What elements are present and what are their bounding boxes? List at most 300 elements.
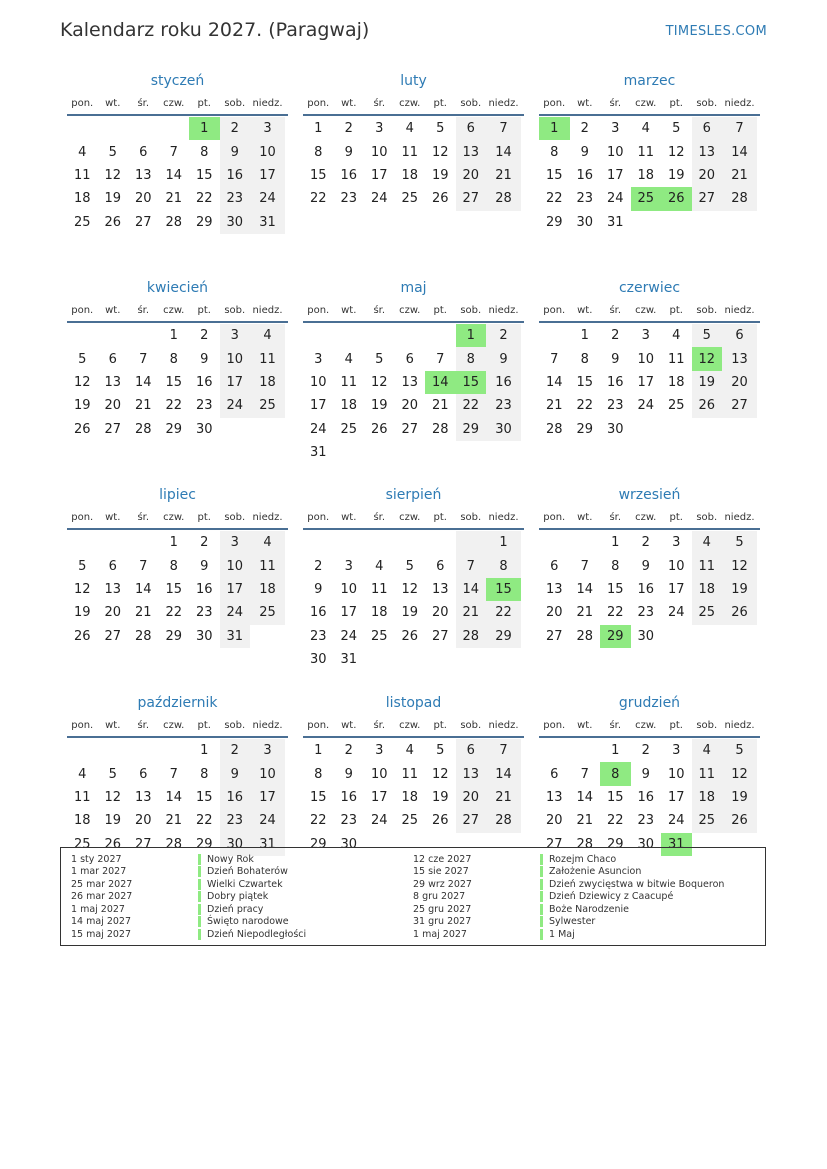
holiday-marker-icon	[198, 929, 201, 940]
empty-cell	[364, 531, 395, 554]
empty-cell	[67, 531, 98, 554]
weekday-label: wt.	[105, 98, 121, 109]
weekday-label: sob.	[224, 98, 246, 109]
day-cell: 20	[134, 813, 152, 829]
weekday-label: wt.	[341, 305, 357, 316]
month-name: grudzień	[618, 695, 681, 711]
day-cell: 30	[486, 418, 521, 441]
day-cell: 17	[637, 374, 655, 390]
weekday-label: sob.	[696, 98, 718, 109]
day-cell: 3	[250, 117, 285, 140]
weekday-label: pon.	[543, 98, 566, 109]
day-cell: 12	[104, 167, 122, 183]
weekday-label: wt.	[105, 720, 121, 731]
day-cell: 3	[344, 558, 353, 574]
day-cell: 16	[195, 374, 213, 390]
weekday-label: śr.	[609, 305, 622, 316]
day-cell: 19	[104, 813, 122, 829]
day-cell: 29	[195, 836, 213, 852]
month-name: wrzesień	[618, 487, 681, 503]
day-cell: 30	[309, 652, 327, 668]
day-cell: 26	[370, 421, 388, 437]
day-cell: 6	[108, 558, 117, 574]
day-cell: 29	[486, 625, 521, 648]
day-cell: 3	[220, 531, 251, 554]
day-cell: 22	[165, 398, 183, 414]
legend-item	[413, 853, 755, 866]
empty-cell	[67, 117, 98, 140]
day-cell: 27	[456, 809, 487, 832]
day-cell: 23	[576, 191, 594, 207]
day-cell: 26	[73, 628, 91, 644]
day-cell: 5	[405, 558, 414, 574]
legend-column-left	[71, 853, 413, 945]
day-cell: 25	[370, 628, 388, 644]
legend-item	[413, 903, 755, 916]
day-cell: 4	[344, 351, 353, 367]
day-cell: 1	[611, 535, 620, 551]
empty-cell	[334, 441, 365, 464]
day-cell: 25	[631, 187, 662, 210]
day-cell: 22	[606, 813, 624, 829]
day-cell: 30	[637, 836, 655, 852]
day-cell: 12	[73, 581, 91, 597]
day-cell: 16	[576, 167, 594, 183]
day-cell: 11	[250, 347, 285, 370]
weekday-label: pon.	[307, 512, 330, 523]
day-cell: 8	[600, 762, 631, 785]
empty-cell	[303, 531, 334, 554]
legend-item	[71, 928, 413, 941]
holiday-marker-icon	[540, 866, 543, 877]
empty-cell	[128, 117, 159, 140]
weekday-label: pon.	[307, 305, 330, 316]
day-cell: 3	[375, 743, 384, 759]
empty-cell	[395, 531, 426, 554]
weekday-label: pt.	[669, 305, 683, 316]
day-cell: 27	[134, 836, 152, 852]
day-cell: 12	[401, 581, 419, 597]
day-cell: 13	[104, 374, 122, 390]
day-cell: 30	[195, 421, 213, 437]
day-cell: 4	[78, 766, 87, 782]
day-cell: 12	[722, 554, 757, 577]
day-cell: 3	[314, 351, 323, 367]
holiday-date: 25 gru 2027	[413, 903, 472, 915]
day-grid	[303, 324, 524, 464]
day-cell: 18	[637, 167, 655, 183]
empty-cell	[128, 324, 159, 347]
weekday-label: czw.	[635, 98, 657, 109]
holiday-marker-icon	[198, 916, 201, 927]
empty-cell	[661, 418, 692, 441]
day-cell: 20	[431, 605, 449, 621]
day-cell: 1	[314, 121, 323, 137]
day-cell: 4	[692, 739, 723, 762]
weekday-label: niedz.	[252, 98, 283, 109]
day-cell: 28	[134, 421, 152, 437]
weekday-label: śr.	[137, 512, 150, 523]
day-cell: 30	[340, 836, 358, 852]
weekday-label: niedz.	[488, 720, 519, 731]
day-cell: 9	[220, 140, 251, 163]
day-grid	[303, 739, 524, 856]
day-cell: 14	[165, 789, 183, 805]
day-cell: 8	[611, 558, 620, 574]
day-cell: 14	[486, 762, 521, 785]
day-cell: 18	[73, 191, 91, 207]
day-cell: 12	[370, 374, 388, 390]
weekday-label: pt.	[669, 720, 683, 731]
empty-cell	[395, 648, 426, 671]
day-cell: 20	[401, 398, 419, 414]
day-cell: 3	[672, 535, 681, 551]
day-cell: 24	[370, 813, 388, 829]
weekday-label: czw.	[635, 720, 657, 731]
day-cell: 7	[169, 144, 178, 160]
day-cell: 18	[340, 398, 358, 414]
empty-cell	[364, 648, 395, 671]
day-cell: 23	[637, 813, 655, 829]
day-cell: 20	[104, 605, 122, 621]
month-name: lipiec	[159, 487, 196, 503]
empty-cell	[128, 739, 159, 762]
day-cell: 25	[250, 601, 285, 624]
holiday-date: 1 maj 2027	[413, 928, 467, 940]
day-cell: 4	[641, 121, 650, 137]
weekday-label: pt.	[197, 98, 211, 109]
weekday-label: pon.	[543, 305, 566, 316]
weekday-label: niedz.	[252, 512, 283, 523]
empty-cell	[364, 324, 395, 347]
weekday-label: śr.	[609, 720, 622, 731]
day-cell: 28	[165, 836, 183, 852]
day-cell: 24	[220, 394, 251, 417]
day-cell: 20	[104, 398, 122, 414]
day-cell: 9	[200, 558, 209, 574]
day-cell: 22	[195, 813, 213, 829]
weekday-label: wt.	[105, 305, 121, 316]
day-cell: 18	[401, 167, 419, 183]
day-cell: 11	[401, 144, 419, 160]
day-cell: 26	[401, 628, 419, 644]
day-cell: 16	[637, 581, 655, 597]
holiday-date: 1 sty 2027	[71, 853, 122, 865]
empty-cell	[303, 324, 334, 347]
day-cell: 9	[200, 351, 209, 367]
day-cell: 28	[134, 628, 152, 644]
day-cell: 8	[200, 766, 209, 782]
weekday-label: pt.	[197, 720, 211, 731]
day-cell: 17	[370, 167, 388, 183]
weekday-label: pon.	[71, 512, 94, 523]
day-cell: 12	[431, 766, 449, 782]
weekday-label: wt.	[341, 512, 357, 523]
empty-cell	[539, 531, 570, 554]
day-cell: 16	[309, 605, 327, 621]
day-cell: 12	[722, 762, 757, 785]
day-cell: 15	[456, 371, 487, 394]
weekday-label: wt.	[341, 98, 357, 109]
day-cell: 21	[576, 605, 594, 621]
day-cell: 22	[309, 813, 327, 829]
holiday-marker-icon	[540, 854, 543, 865]
day-cell: 3	[641, 328, 650, 344]
day-cell: 25	[692, 809, 723, 832]
holiday-name: Rozejm Chaco	[549, 853, 617, 865]
day-cell: 15	[165, 581, 183, 597]
day-cell: 19	[104, 191, 122, 207]
day-cell: 19	[370, 398, 388, 414]
empty-cell	[334, 531, 365, 554]
weekday-label: czw.	[399, 512, 421, 523]
day-cell: 25	[401, 191, 419, 207]
holiday-date: 1 mar 2027	[71, 866, 127, 878]
day-cell: 14	[545, 374, 563, 390]
legend-item	[413, 928, 755, 941]
empty-cell	[661, 625, 692, 648]
day-cell: 6	[456, 117, 487, 140]
day-cell: 1	[580, 328, 589, 344]
day-cell: 5	[722, 531, 757, 554]
day-cell: 5	[692, 324, 723, 347]
day-cell: 15	[165, 374, 183, 390]
day-cell: 30	[576, 214, 594, 230]
day-cell: 1	[456, 324, 487, 347]
empty-cell	[456, 531, 487, 554]
day-cell: 6	[456, 739, 487, 762]
holiday-legend	[60, 847, 766, 946]
weekday-label: pon.	[71, 98, 94, 109]
holiday-marker-icon	[540, 891, 543, 902]
day-cell: 29	[165, 421, 183, 437]
site-link[interactable]: TIMESLES.COM	[665, 24, 767, 39]
day-cell: 29	[309, 836, 327, 852]
day-cell: 12	[431, 144, 449, 160]
day-cell: 22	[456, 394, 487, 417]
day-cell: 2	[641, 743, 650, 759]
day-cell: 19	[692, 371, 723, 394]
day-cell: 19	[431, 167, 449, 183]
day-cell: 21	[722, 164, 757, 187]
day-cell: 27	[456, 187, 487, 210]
day-cell: 9	[344, 144, 353, 160]
day-cell: 8	[200, 144, 209, 160]
day-cell: 21	[576, 813, 594, 829]
empty-cell	[570, 739, 601, 762]
empty-cell	[159, 117, 190, 140]
day-cell: 28	[486, 809, 521, 832]
holiday-date: 14 maj 2027	[71, 916, 132, 928]
day-cell: 19	[722, 578, 757, 601]
day-grid	[539, 739, 760, 856]
day-cell: 3	[375, 121, 384, 137]
day-cell: 20	[545, 605, 563, 621]
weekday-label: śr.	[609, 512, 622, 523]
empty-cell	[67, 324, 98, 347]
day-cell: 20	[456, 786, 487, 809]
day-cell: 1	[314, 743, 323, 759]
month-name: listopad	[385, 695, 442, 711]
day-cell: 8	[169, 351, 178, 367]
day-cell: 1	[539, 117, 570, 140]
day-cell: 7	[580, 558, 589, 574]
day-cell: 31	[220, 625, 251, 648]
holiday-date: 12 cze 2027	[413, 853, 472, 865]
weekday-label: sob.	[224, 305, 246, 316]
day-cell: 12	[667, 144, 685, 160]
day-cell: 19	[722, 786, 757, 809]
day-cell: 5	[375, 351, 384, 367]
day-cell: 1	[611, 743, 620, 759]
day-cell: 6	[692, 117, 723, 140]
day-cell: 4	[405, 121, 414, 137]
day-cell: 11	[637, 144, 655, 160]
day-cell: 13	[431, 581, 449, 597]
day-cell: 10	[220, 347, 251, 370]
day-cell: 1	[169, 535, 178, 551]
day-cell: 22	[195, 191, 213, 207]
day-cell: 9	[486, 347, 521, 370]
weekday-label: śr.	[137, 720, 150, 731]
holiday-date: 29 wrz 2027	[413, 878, 472, 890]
weekday-header	[539, 719, 760, 738]
day-cell: 18	[250, 578, 285, 601]
day-cell: 29	[576, 421, 594, 437]
weekday-label: pt.	[669, 98, 683, 109]
day-cell: 28	[165, 214, 183, 230]
day-cell: 20	[545, 813, 563, 829]
month	[67, 486, 288, 694]
day-cell: 9	[344, 766, 353, 782]
day-cell: 13	[456, 140, 487, 163]
day-cell: 21	[431, 398, 449, 414]
day-cell: 3	[611, 121, 620, 137]
day-cell: 2	[200, 535, 209, 551]
day-cell: 28	[486, 187, 521, 210]
holiday-name: Założenie Asuncion	[549, 866, 642, 878]
day-cell: 26	[431, 191, 449, 207]
weekday-label: niedz.	[488, 305, 519, 316]
day-cell: 31	[606, 214, 624, 230]
day-cell: 2	[314, 558, 323, 574]
day-cell: 24	[637, 398, 655, 414]
day-cell: 7	[722, 117, 757, 140]
empty-cell	[425, 648, 456, 671]
day-cell: 15	[195, 167, 213, 183]
legend-item	[413, 916, 755, 929]
months-grid	[67, 72, 760, 901]
empty-cell	[98, 117, 129, 140]
day-cell: 10	[667, 558, 685, 574]
month-name: marzec	[623, 73, 676, 89]
legend-item	[71, 903, 413, 916]
day-cell: 26	[431, 813, 449, 829]
day-cell: 23	[340, 813, 358, 829]
holiday-marker-icon	[198, 904, 201, 915]
weekday-label: wt.	[577, 512, 593, 523]
empty-cell	[539, 739, 570, 762]
day-cell: 4	[375, 558, 384, 574]
day-cell: 9	[580, 144, 589, 160]
day-cell: 10	[667, 766, 685, 782]
day-cell: 16	[340, 167, 358, 183]
day-cell: 8	[580, 351, 589, 367]
empty-cell	[250, 625, 285, 648]
day-cell: 17	[250, 786, 285, 809]
page-title: Kalendarz roku 2027. (Paragwaj)	[60, 19, 370, 41]
day-cell: 30	[195, 628, 213, 644]
holiday-marker-icon	[540, 929, 543, 940]
day-cell: 14	[134, 374, 152, 390]
holiday-marker-icon	[198, 866, 201, 877]
day-cell: 17	[309, 398, 327, 414]
day-cell: 30	[220, 211, 251, 234]
day-cell: 21	[165, 191, 183, 207]
weekday-label: niedz.	[724, 512, 755, 523]
day-cell: 4	[672, 328, 681, 344]
day-cell: 15	[606, 789, 624, 805]
day-cell: 17	[667, 581, 685, 597]
day-cell: 5	[436, 743, 445, 759]
day-cell: 27	[431, 628, 449, 644]
day-cell: 1	[200, 743, 209, 759]
day-cell: 22	[545, 191, 563, 207]
legend-item	[71, 916, 413, 929]
weekday-label: sob.	[696, 512, 718, 523]
day-cell: 17	[370, 789, 388, 805]
day-cell: 31	[340, 652, 358, 668]
day-cell: 3	[250, 739, 285, 762]
day-cell: 16	[340, 789, 358, 805]
day-cell: 28	[545, 421, 563, 437]
day-cell: 17	[606, 167, 624, 183]
day-cell: 17	[667, 789, 685, 805]
day-cell: 11	[692, 554, 723, 577]
day-cell: 28	[431, 421, 449, 437]
weekday-label: pon.	[543, 512, 566, 523]
empty-cell	[570, 531, 601, 554]
holiday-marker-icon	[540, 904, 543, 915]
holiday-name: Dobry piątek	[207, 891, 269, 903]
day-grid	[539, 324, 760, 441]
day-grid	[67, 117, 288, 234]
day-cell: 13	[134, 789, 152, 805]
day-cell: 15	[545, 167, 563, 183]
day-cell: 18	[401, 789, 419, 805]
holiday-name: Nowy Rok	[207, 853, 254, 865]
day-cell: 12	[104, 789, 122, 805]
day-cell: 18	[692, 578, 723, 601]
day-cell: 29	[600, 625, 631, 648]
day-cell: 10	[606, 144, 624, 160]
month	[539, 486, 760, 694]
day-cell: 6	[139, 144, 148, 160]
holiday-marker-icon	[198, 879, 201, 890]
day-cell: 11	[340, 374, 358, 390]
day-cell: 22	[576, 398, 594, 414]
holiday-name: Sylwester	[549, 916, 596, 928]
day-cell: 2	[641, 535, 650, 551]
holiday-name: Dzień zwycięstwa w bitwie Boqueron	[549, 878, 725, 890]
day-cell: 30	[606, 421, 624, 437]
weekday-label: śr.	[137, 305, 150, 316]
weekday-label: pon.	[307, 98, 330, 109]
day-cell: 15	[195, 789, 213, 805]
weekday-label: czw.	[399, 98, 421, 109]
day-cell: 6	[550, 766, 559, 782]
day-cell: 4	[405, 743, 414, 759]
